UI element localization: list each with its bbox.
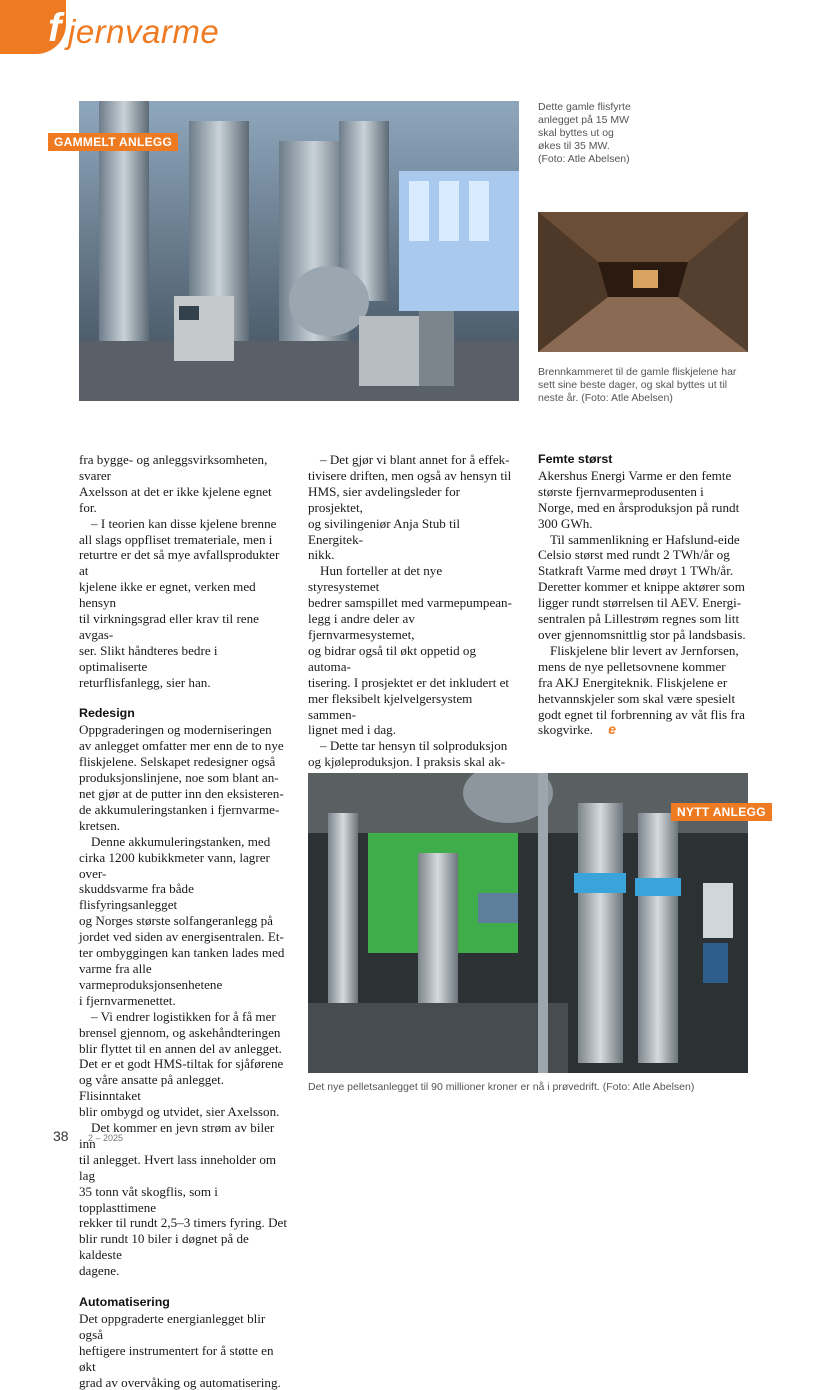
paragraph: Det kommer en jevn strøm av biler inn til anlegget. Hvert lass inneholder om lag 35 tonn våt skogflis, som i topplasttimene rekker til rundt 2,5–3 timers fyring. Det blir rundt 10 biler i døgnet på de kaldeste dagene. xyxy=(79,1120,287,1279)
end-mark-icon: e xyxy=(608,721,616,738)
paragraph: Fliskjelene blir levert av Jernforsen, mens de nye pelletsovnene kommer fra AKJ Energiteknik. Fliskjelene er hetvannskjeler som skal være spesielt godt egnet til forbrenning av våt flis fra skogvirke. e xyxy=(538,642,745,738)
subheading-automatisering: Automatisering xyxy=(79,1295,170,1309)
caption-line: Dette gamle flisfyrte xyxy=(538,101,631,113)
subheading-femte-storst: Femte størst xyxy=(538,452,613,466)
burner-chamber-photo xyxy=(538,212,748,352)
burner-caption xyxy=(538,366,736,405)
paragraph: Akershus Energi Varme er den femte største fjernvarmeprodusenten i Norge, med en årsproduksjon på rundt 300 GWh. xyxy=(538,467,740,531)
paragraph: – Det gjør vi blant annet for å effek- tivisere driften, men også av hensyn til HMS, sier avdelingsleder for prosjektet, og sivilingeniør Anja Stub til Energitek- nikk. xyxy=(308,452,512,563)
section-title: jernvarme xyxy=(68,13,220,50)
issue-number: 2 – 2025 xyxy=(88,1133,124,1143)
caption-line: skal byttes ut og xyxy=(538,127,614,139)
section-initial: f xyxy=(48,6,62,50)
paragraph: Hun forteller at det nye styresystemet bedrer samspillet med varmepumpean- legg i andre deler av fjernvarmesystemet, og bidrar også til økt oppetid og automa- tisering. I prosjektet er det inkludert et mer fleksibelt kjelvelgersystem sammen- lignet med i dag. xyxy=(308,563,512,738)
old-plant-caption xyxy=(538,101,631,166)
caption-line: sett sine beste dager, og skal byttes ut til xyxy=(538,379,728,391)
caption-line: (Foto: Atle Abelsen) xyxy=(538,153,630,165)
paragraph: Oppgraderingen og moderniseringen av anlegget omfatter mer enn de to nye fliskjelene. Selskapet redesigner også produksjonslinjene, noe som blant an- net gjør at de putter inn den eksisteren- de akkumuleringstanken i fjernvarme- kretsen. xyxy=(79,722,284,833)
column-3 xyxy=(538,452,746,738)
column-1 xyxy=(79,452,287,1390)
paragraph: – Dette tar hensyn til solproduksjon og kjøleproduksjon. I praksis skal ak- xyxy=(308,738,508,770)
caption-line: Brennkammeret til de gamle fliskjelene har xyxy=(538,366,737,378)
caption-line: anlegget på 15 MW xyxy=(538,114,630,126)
caption-line: økes til 35 MW. xyxy=(538,140,610,152)
caption-line: neste år. (Foto: Atle Abelsen) xyxy=(538,392,673,404)
paragraph: – Vi endrer logistikken for å få mer brensel gjennom, og askehåndteringen blir flyttet til en annen del av anlegget. Det er et godt HMS-tiltak for sjåførene og våre ansatte på anlegget. Flisinntaket blir ombygd og utvidet, sier Axelsson. xyxy=(79,1008,284,1120)
paragraph: Det oppgraderte energianlegget blir også heftigere instrumentert for å støtte en økt grad av overvåking og automatisering. xyxy=(79,1310,281,1390)
paragraph: Denne akkumuleringstanken, med cirka 1200 kubikkmeter vann, lagrer over- skuddsvarme fra både flisfyringsanlegget og Norges største solfangeranlegg på jordet ved siden av energisentralen. Et- ter ombyggingen kan tanken lades med varme fra alle varmeproduksjonsenhetene i fjernvarmenettet. xyxy=(79,833,285,1008)
paragraph: – I teorien kan disse kjelene brenne all slags oppfliset tremateriale, men i returtre er det så mye avfallsprodukter at kjelene ikke er egnet, verken med hensyn til virkningsgrad eller krav til rene avgas- ser. Slikt håndteres bedre i optimaliserte returflisfanlegg, sier han. xyxy=(79,515,280,690)
paragraph: fra bygge- og anleggsvirksomheten, svarer Axelsson at det er ikke kjelene egnet for. xyxy=(79,452,272,515)
paragraph: Til sammenlikning er Hafslund-eide Celsio størst med rundt 2 TWh/år og Statkraft Varme med drøyt 1 TWh/år. Deretter kommer et knippe aktører som ligger rundt størrelsen til AEV. Energi- sentralen på Lillestrøm regnes som litt over gjennomsnittlig stor på landsbasis. xyxy=(538,531,746,642)
new-plant-label: NYTT ANLEGG xyxy=(671,803,772,821)
new-plant-caption: Det nye pelletsanlegget til 90 millioner kroner er nå i prøvedrift. (Foto: Atle Abelsen) xyxy=(308,1081,695,1093)
subheading-redesign: Redesign xyxy=(79,706,135,721)
old-plant-label: GAMMELT ANLEGG xyxy=(48,133,178,151)
page-number: 38 xyxy=(53,1128,69,1144)
